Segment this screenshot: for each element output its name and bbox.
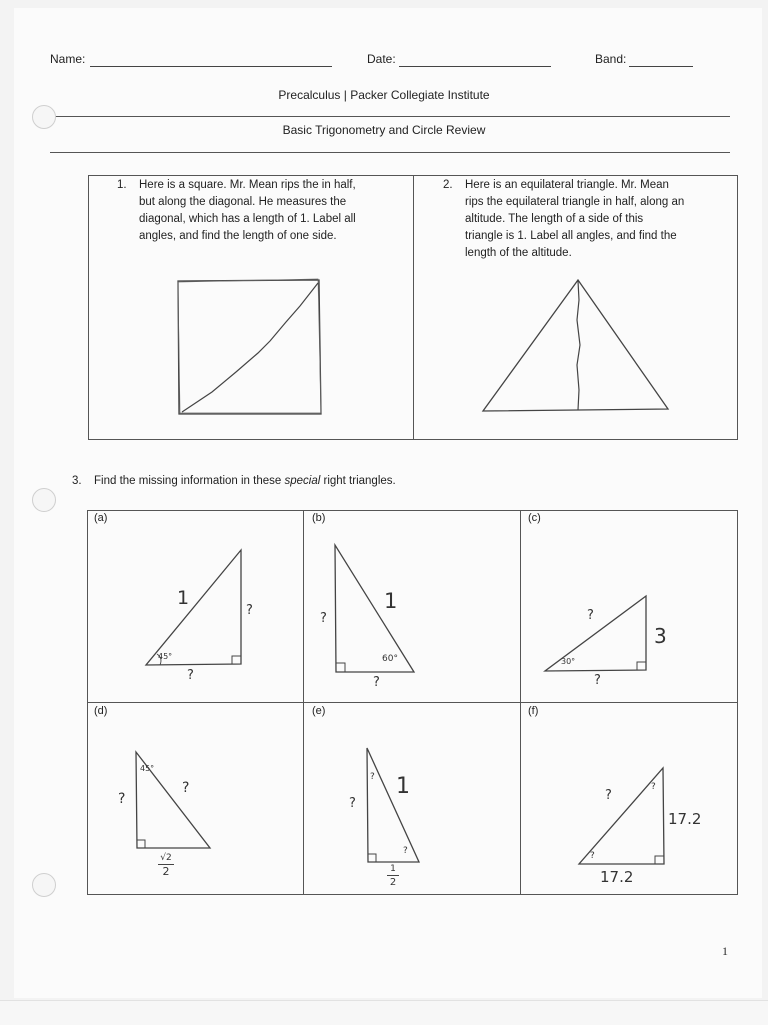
cell-d-label: (d): [94, 705, 108, 717]
e-vertical-leg-label: ?: [349, 796, 356, 811]
f-hypotenuse-label: ?: [605, 788, 612, 803]
triangle-f-right-angle: [655, 856, 664, 864]
b-hypotenuse-label: 1: [384, 589, 398, 613]
triangle-b: [335, 545, 414, 672]
problem-2-line: Here is an equilateral triangle. Mr. Mean: [465, 179, 669, 191]
triangle-e: [367, 748, 419, 862]
cell-c-label: (c): [528, 512, 541, 524]
triangle-a-right-angle: [232, 656, 241, 664]
f-vertical-leg-label: 17.2: [668, 810, 702, 828]
c-hypotenuse-label: ?: [587, 608, 594, 623]
d-fraction-numerator: √2: [160, 853, 172, 863]
problem-1-line: diagonal, which has a length of 1. Label all: [139, 213, 356, 225]
a-horizontal-leg-label: ?: [187, 668, 194, 683]
date-label: Date:: [367, 52, 396, 66]
problem-1-line: Here is a square. Mr. Mean rips the in half,: [139, 179, 356, 191]
cell-b-label: (b): [312, 512, 326, 524]
problem-2-line: rips the equilateral triangle in half, along an: [465, 196, 685, 208]
name-label: Name:: [50, 52, 86, 66]
c-vertical-leg-label: 3: [654, 624, 667, 648]
cell-e-label: (e): [312, 705, 326, 717]
problem-3-text-before: Find the missing information in these: [94, 475, 285, 487]
d-hypotenuse-label: ?: [182, 780, 190, 796]
punch-hole-bottom: [32, 873, 56, 897]
e-bottom-angle-label: ?: [403, 846, 408, 856]
page-number: 1: [722, 944, 728, 958]
a-hypotenuse-label: 1: [177, 587, 190, 609]
problem-2-number: 2.: [443, 179, 453, 191]
triangle-b-right-angle: [336, 663, 345, 672]
page-title: Basic Trigonometry and Circle Review: [282, 123, 486, 137]
e-hypotenuse-label: 1: [396, 774, 410, 799]
a-angle-label: 45°: [158, 652, 173, 661]
e-fraction-numerator: 1: [390, 864, 396, 874]
band-label: Band:: [595, 52, 627, 66]
problem-2-line: altitude. The length of a side of this: [465, 213, 644, 225]
triangle-e-right-angle: [368, 854, 376, 862]
d-horizontal-leg-fraction: [154, 853, 178, 878]
d-fraction-denominator: 2: [162, 865, 170, 878]
punch-hole-top: [32, 105, 56, 129]
e-fraction-denominator: 2: [389, 877, 397, 888]
problem-1-line: but along the diagonal. He measures the: [139, 196, 347, 208]
next-page-edge: [0, 1000, 768, 1025]
triangle-a: [146, 550, 241, 665]
f-left-angle-label: ?: [590, 851, 595, 861]
cell-a-label: (a): [94, 512, 108, 524]
e-horizontal-leg-fraction: [382, 864, 404, 888]
problem-1-line: angles, and find the length of one side.: [139, 230, 337, 242]
b-vertical-leg-label: ?: [320, 611, 327, 626]
course-title: Precalculus | Packer Collegiate Institute: [278, 88, 490, 102]
c-angle-label: 30°: [561, 657, 576, 666]
punch-hole-middle: [32, 488, 56, 512]
problem-3-text-after: right triangles.: [320, 475, 396, 487]
d-angle-label: 45°: [140, 764, 155, 773]
d-vertical-leg-label: ?: [118, 791, 126, 807]
triangle-d-right-angle: [137, 840, 145, 848]
a-vertical-leg-label: ?: [246, 603, 253, 618]
problem-3-text-emphasis: special: [284, 475, 321, 487]
problem-2-line: triangle is 1. Label all angles, and find the: [465, 230, 677, 242]
triangle-c-right-angle: [637, 662, 646, 670]
b-horizontal-leg-label: ?: [373, 675, 380, 690]
b-angle-label: 60°: [382, 654, 398, 664]
cell-f-label: (f): [528, 705, 539, 717]
f-horizontal-leg-label: 17.2: [600, 868, 634, 886]
problem-2-line: length of the altitude.: [465, 247, 572, 259]
e-top-angle-label: ?: [370, 772, 375, 782]
problem-1-number: 1.: [117, 179, 127, 191]
f-top-angle-label: ?: [651, 782, 656, 792]
c-horizontal-leg-label: ?: [594, 673, 601, 688]
e-fraction-bar: [387, 875, 399, 876]
problem-3-number: 3.: [72, 475, 82, 487]
